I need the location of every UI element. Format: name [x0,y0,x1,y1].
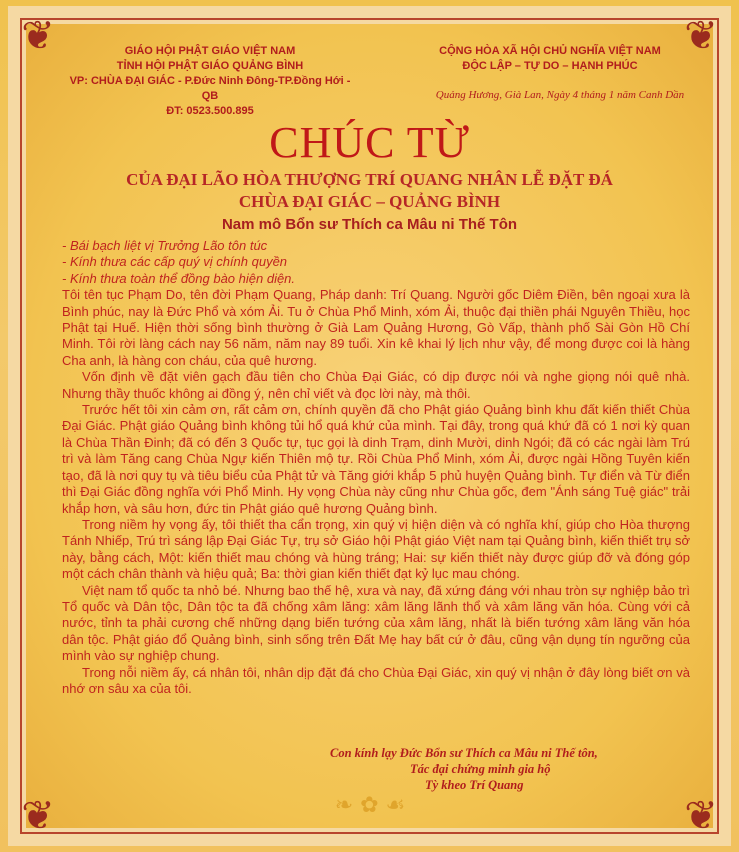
corner-ornament-icon: ❦ [684,793,718,839]
header-right-line: ĐỘC LẬP – TỰ DO – HẠNH PHÚC [462,60,638,72]
greeting-line: - Kính thưa các cấp quý vị chính quyền [62,254,288,270]
header-left-line: VP: CHÙA ĐẠI GIÁC - P.Đức Ninh Đông-TP.Đồng Hới - QB [69,75,351,102]
header-right-line: CỘNG HÒA XÃ HỘI CHỦ NGHĨA VIỆT NAM [439,45,661,57]
header-left-line: TỈNH HỘI PHẬT GIÁO QUẢNG BÌNH [116,60,304,72]
header-left-line: ĐT: 0523.500.895 [166,105,254,117]
paragraph: Trước hết tôi xin cảm ơn, rất cảm ơn, chính quyền đã cho Phật giáo Quảng bình khu đất kiến thiết Chùa Đại Giác. Phật giáo Quảng bình không tủi hổ quá khứ của mình. Tại đây, trong quá khứ đã có 1 nơi kỳ quan là Chùa Thần Đinh; đã có đến 3 Quốc tự, tục gọi là dinh Trạm, dinh Mười, dinh Ngói; đã có các ngài làm Trú trì và làm Tăng cang Chùa Ngự kiến Thiên mộ tự. Rồi Chùa Phổ Minh, xóm Ải, được ngài Hồng Tuyên kiến tạo, đã là nơi quy tụ và tiêu biểu của Phật tử và Tăng giới khắp 5 phủ huyện Quảng bình. Tự điển và Từ điển thì Đại Giác đồng nghĩa với Phổ Minh. Hy vọng Chùa này cũng như Chùa gốc, đem "Ánh sáng Tuệ giác" trải khắp hơn, và sâu hơn, đức tin Phật giáo quê hương Quảng bình. [62,402,690,516]
paragraph: Trong niềm hy vọng ấy, tôi thiết tha cẩn trọng, xin quý vị hiện diện và có nghĩa khí, giúp cho Hòa thượng Tánh Nhiếp, Trú trì sáng lập Đại Giác Tự, trụ sở Giáo hội Phật giáo Việt nam tại Quảng bình, kiến thiết trụ sở này, bằng cách, Một: kiến thiết mau chóng và hùng tráng; Hai: sự kiến thiết này được giúp đỡ và đóng góp một cách chân thành và hiệu quả; Ba: thời gian kiến thiết đạt kỷ lục mau chóng. [62,516,690,582]
speech-body [62,238,690,697]
paragraph: Trong nỗi niềm ấy, cá nhân tôi, nhân dịp đặt đá cho Chùa Đại Giác, xin quý vị nhận ở đây lòng biết ơn và nhớ ơn sâu xa của tôi. [62,664,690,696]
subtitle: CHÙA ĐẠI GIÁC – QUẢNG BÌNH [238,192,501,211]
date-line: Quảng Hương, Già Lan, Ngày 4 tháng 1 năm Canh Dần [435,89,685,101]
signoff-line: Con kính lạy Đức Bổn sư Thích ca Mâu ni Thế tôn, [330,746,598,760]
page-title: CHÚC TỪ [269,118,470,167]
greeting-line: - Kính thưa toàn thể đồng bào hiện diện. [62,270,296,286]
signature-block [330,745,660,793]
header-right [400,44,700,74]
invocation: Nam mô Bổn sư Thích ca Mâu ni Thế Tôn [221,216,518,233]
subtitle: CỦA ĐẠI LÃO HÒA THƯỢNG TRÍ QUANG NHÂN LỄ ĐẶT ĐÁ [126,170,613,189]
paragraph: Vốn định về đặt viên gạch đầu tiên cho Chùa Đại Giác, có dịp được nói và nghe giọng nói quê nhà. Nhưng thầy thuốc không ai đồng ý, nên chỉ viết và đọc lời này, mà thôi. [62,369,690,401]
greeting-line: - Bái bạch liệt vị Trưởng Lão tôn túc [62,238,268,253]
corner-ornament-icon: ❦ [21,13,55,59]
header-left [60,44,360,119]
paragraph: Tôi tên tục Phạm Do, tên đời Phạm Quang, Pháp danh: Trí Quang. Người gốc Diêm Điền, bên ngoại xưa là Bình phúc, nay là Đức Phổ và xóm Ải. Tu ở Chùa Phổ Minh, xóm Ải, thuộc đại thiền phái Nguyên Thiều, học Phật tại Huế. Hiện thời sống bình thường ở Già Lam Quảng Hương, Gò Vấp, thành phố Sài Gòn Hồ Chí Minh. Tôi rời làng cách nay 56 năm, năm nay 89 tuổi. Xin kê khai lý lịch như vậy, để mong được coi là hàng Cha anh, là hàng con cháu, của quê hương. [62,287,690,368]
signoff-line: Tỳ kheo Trí Quang [425,778,524,792]
corner-ornament-icon: ❦ [21,793,55,839]
signoff-line: Tác đại chứng minh gia hộ [410,762,551,776]
corner-ornament-icon: ❦ [684,13,718,59]
paragraph: Việt nam tổ quốc ta nhỏ bé. Nhưng bao thế hệ, xưa và nay, đã xứng đáng với nhau tròn sự nghiệp bảo trì Tổ quốc và Dân tộc, Dân tộc ta đã chống xâm lăng: xâm lăng lãnh thổ và xâm lăng văn hóa. Cùng với cả nước, tỉnh ta phải cương chế những dạng biến tướng của xâm lăng, nhất là biến tướng xâm lăng văn hóa dân tộc. Phật giáo đổ Quảng bình, sinh sống trên Đất Mẹ hay bất cứ ở đâu, cũng vận dụng tín ngưỡng của mình vào sự nghiệp chung. [62,582,690,664]
bottom-ornament-icon: ❧ ✿ ☙ [334,793,406,818]
header-left-line: GIÁO HỘI PHẬT GIÁO VIỆT NAM [124,45,296,57]
